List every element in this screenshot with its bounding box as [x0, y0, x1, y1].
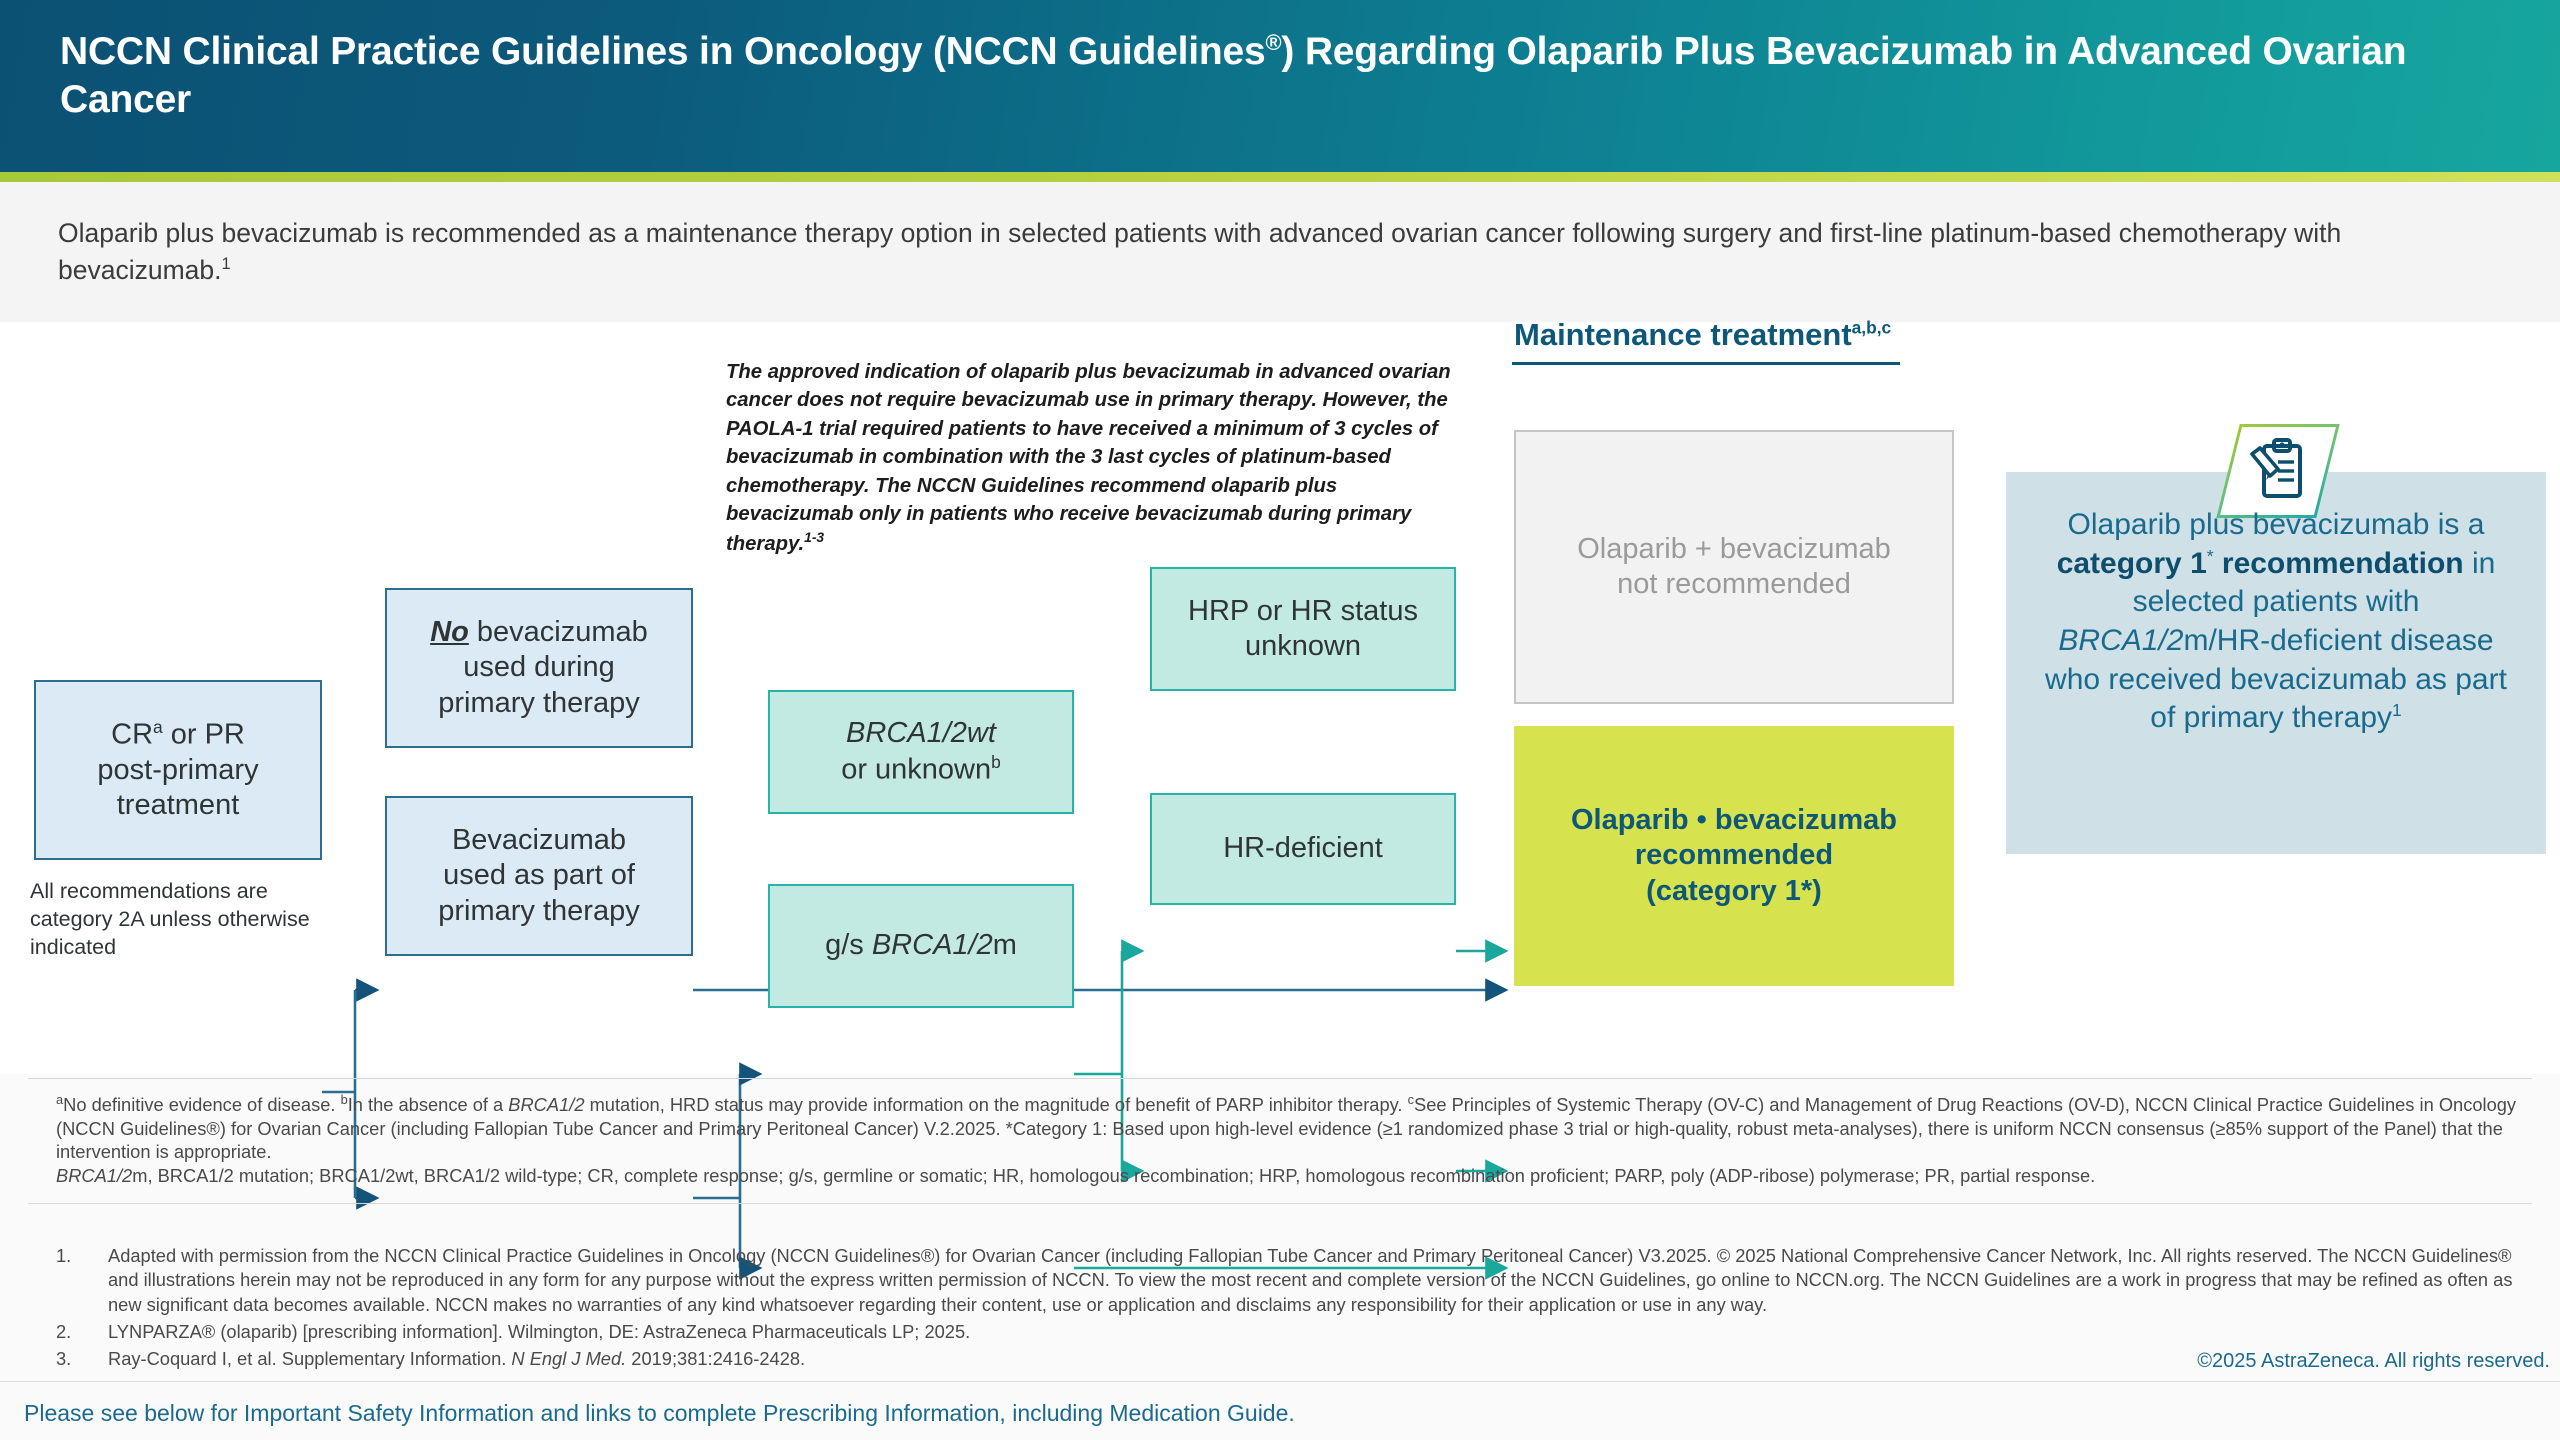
reference-text: Adapted with permission from the NCCN Clinical Practice Guidelines in Oncology (NCCN Guidelines®) for Ovarian Cancer (including Fallopian Tube Cancer and Primary Peritoneal Cancer) V3.2025. © 2025 National Comprehensive Cancer Network, Inc. All rights reserved. The NCCN Guidelines® and illustrations herein may not be reproduced in any form for any purpose without the express written permission of NCCN. To view the most recent and complete version of the NCCN Guidelines, go online to NCCN.org. The NCCN Guidelines are a work in progress that may be refined as often as new significant data becomes available. NCCN makes no warranties of any kind whatsoever regarding their content, use or application and disclaims any responsibility for their application or use in any way.: [108, 1245, 2513, 1315]
footnote-text-a: No definitive evidence of disease.: [63, 1094, 341, 1116]
callout-gene-italic: BRCA1/2: [2058, 624, 2184, 658]
callout-text: [2030, 506, 2522, 738]
registered-mark-icon: ®: [1265, 30, 1282, 55]
node-hrp-line2: unknown: [1244, 630, 1362, 662]
node-hrd-line1: HR-deficient: [1223, 832, 1383, 865]
reference-item: [56, 1244, 2526, 1317]
maintenance-header-rule: [1512, 362, 1900, 365]
node-hr-deficient[interactable]: [1150, 793, 1456, 905]
please-see-notice[interactable]: Please see below for Important Safety Information and links to complete Prescribing Information, including Medication Guide.: [24, 1400, 1295, 1426]
approved-note-reference: 1-3: [804, 530, 825, 546]
node-cr-or-pr-post-primary-treatment[interactable]: [34, 680, 322, 860]
node-brcawt-footnote-b: b: [991, 751, 1001, 772]
node-brcam-suffix: m: [992, 929, 1017, 962]
callout-reference: 1: [2392, 700, 2402, 721]
node-cr-line1b: or PR: [162, 718, 245, 751]
reference-3-pre: Ray-Coquard I, et al. Supplementary Information.: [108, 1348, 512, 1370]
node-cr-line2: post-primary: [97, 753, 259, 786]
footnote-marker-c: c: [1407, 1092, 1414, 1107]
header-accent-bar: [0, 172, 2560, 182]
node-nobev-line1: bevacizumab: [468, 615, 648, 648]
footnote-text-c: See Principles of Systemic Therapy (OV-C) and Management of Drug Reactions (OV-D), NCCN Clinical Practice Guidelines in Oncology (NCCN Guidelines®) for Ovarian Cancer (including Fallopian Tube Cancer and Primary Peritoneal Cancer) V.2.2025.: [56, 1094, 2517, 1139]
reference-number: 2.: [56, 1320, 72, 1342]
callout-bold-category1: category 1: [2056, 546, 2207, 580]
reference-number: 3.: [56, 1348, 72, 1370]
maintenance-label: Maintenance treatment: [1514, 317, 1852, 352]
reference-text: LYNPARZA® (olaparib) [prescribing information]. Wilmington, DE: AstraZeneca Pharmaceuticals LP; 2025.: [108, 1320, 971, 1342]
abbrev-text: m, BRCA1/2 mutation; BRCA1/2wt, BRCA1/2 wild-type; CR, complete response; g/s, germline or somatic; HR, homologous recombination; HRP, homologous recombination proficient; PARP, poly (ADP-ribose) polymerase; PR, partial response.: [132, 1164, 2096, 1186]
callout-seg-2: in selected patients with: [2132, 546, 2496, 619]
node-brcawt-line2: or unknown: [841, 753, 992, 786]
title-text-1: NCCN Clinical Practice Guidelines in Oncology (NCCN Guidelines: [60, 30, 1266, 73]
reference-item: [56, 1320, 2526, 1344]
approved-note-body: The approved indication of olaparib plus bevacizumab in advanced ovarian cancer does not require bevacizumab use in primary therapy. However, the PAOLA-1 trial required patients to have received a minimum of 3 cycles of bevacizumab in combination with the 3 last cycles of platinum-based chemotherapy. The NCCN Guidelines recommend olaparib plus bevacizumab only in patients who receive bevacizumab during primary therapy.: [726, 361, 1451, 556]
node-olaparib-bevacizumab-not-recommended[interactable]: [1514, 430, 1954, 704]
node-rec-line3: (category 1*): [1646, 874, 1822, 907]
footnote-top-divider: [28, 1078, 2532, 1079]
footnote-abc-line: [56, 1092, 2518, 1164]
subtitle-reference: 1: [221, 255, 231, 274]
all-recommendations-note: All recommendations are category 2A unless otherwise indicated: [30, 879, 310, 959]
node-nobev-line3: primary therapy: [438, 686, 640, 719]
node-bev-line1: Bevacizumab: [451, 823, 627, 856]
node-cr-line3: treatment: [116, 789, 240, 822]
node-cr-footnote-a: a: [153, 716, 163, 737]
approved-indication-note: [726, 358, 1466, 559]
reference-3-post: 2019;381:2416-2428.: [626, 1348, 806, 1370]
footnote-gene-b: BRCA1/2: [508, 1094, 585, 1116]
node-bev-line3: primary therapy: [438, 894, 640, 927]
reference-number: 1.: [56, 1245, 72, 1266]
node-brcawt-gene: BRCA1/2wt: [846, 717, 996, 750]
footnote-bottom-divider: [28, 1203, 2532, 1204]
node-bevacizumab-used-as-part-of-primary-therapy[interactable]: [385, 796, 693, 956]
node-olaparib-bevacizumab-recommended-category-1[interactable]: [1514, 726, 1954, 986]
callout-bold-recommendation: recommendation: [2221, 546, 2464, 580]
clipboard-pencil-icon: [2248, 438, 2312, 504]
node-brca-wildtype-or-unknown[interactable]: [768, 690, 1074, 814]
node-notrec-line1: Olaparib + bevacizumab: [1577, 532, 1891, 565]
node-brcam-gene: BRCA1/2: [871, 929, 993, 962]
abbreviations-line: [56, 1164, 2518, 1188]
node-rec-line2: recommended: [1634, 839, 1834, 872]
footer-divider: [0, 1381, 2560, 1382]
node-cr-line1a: CR: [111, 718, 154, 751]
page-header: [0, 0, 2560, 172]
callout-seg-1: Olaparib plus bevacizumab is a: [2067, 508, 2485, 541]
subtitle-text: [58, 215, 2488, 289]
node-no-bevacizumab-used-during-primary-therapy[interactable]: [385, 588, 693, 748]
footnote-text-b1: In the absence of a: [347, 1094, 509, 1116]
node-brcam-prefix: g/s: [825, 929, 872, 962]
reference-3-journal: N Engl J Med.: [511, 1348, 627, 1370]
node-germline-somatic-brca-mutation[interactable]: [768, 884, 1074, 1008]
node-rec-line1: Olaparib • bevacizumab: [1570, 803, 1898, 836]
callout-seg-3: m/HR-deficient disease who received bevacizumab as part of primary therapy: [2045, 624, 2507, 735]
footnote-marker-a: a: [56, 1092, 64, 1107]
subtitle-body: Olaparib plus bevacizumab is recommended as a maintenance therapy option in selected patients with advanced ovarian cancer following surgery and first-line platinum-based chemotherapy with bevacizumab.: [58, 218, 2342, 286]
maintenance-treatment-header: [1514, 317, 2034, 353]
node-nobev-emphasis: No: [430, 615, 469, 648]
maintenance-footnote-markers: a,b,c: [1851, 317, 1892, 338]
node-notrec-line2: not recommended: [1617, 568, 1851, 600]
footnote-text-star: *Category 1: Based upon high-level evidence (≥1 randomized phase 3 trial or high-quality, robust meta-analyses), there is uniform NCCN consensus (≥85% support of the Panel) that the intervention is appropriate.: [56, 1117, 2503, 1163]
node-hrp-line1: HRP or HR status: [1188, 594, 1418, 627]
node-nobev-line2: used during: [463, 651, 615, 684]
page-title: [60, 28, 2460, 123]
node-bev-line2: used as part of: [443, 859, 635, 892]
footnotes-block: [56, 1092, 2518, 1187]
node-hrp-or-hr-status-unknown[interactable]: [1150, 567, 1456, 691]
abbrev-gene: BRCA1/2: [56, 1164, 133, 1186]
footnote-text-b2: mutation, HRD status may provide information on the magnitude of benefit of PARP inhibitor therapy.: [584, 1094, 1408, 1116]
title-text-2: ) Regarding Olaparib Plus Bevacizumab in Advanced Ovarian Cancer: [60, 30, 2407, 121]
copyright-notice: ©2025 AstraZeneca. All rights reserved.: [2197, 1350, 2550, 1372]
footnote-marker-b: b: [340, 1092, 348, 1107]
callout-star-marker: *: [2206, 545, 2214, 566]
